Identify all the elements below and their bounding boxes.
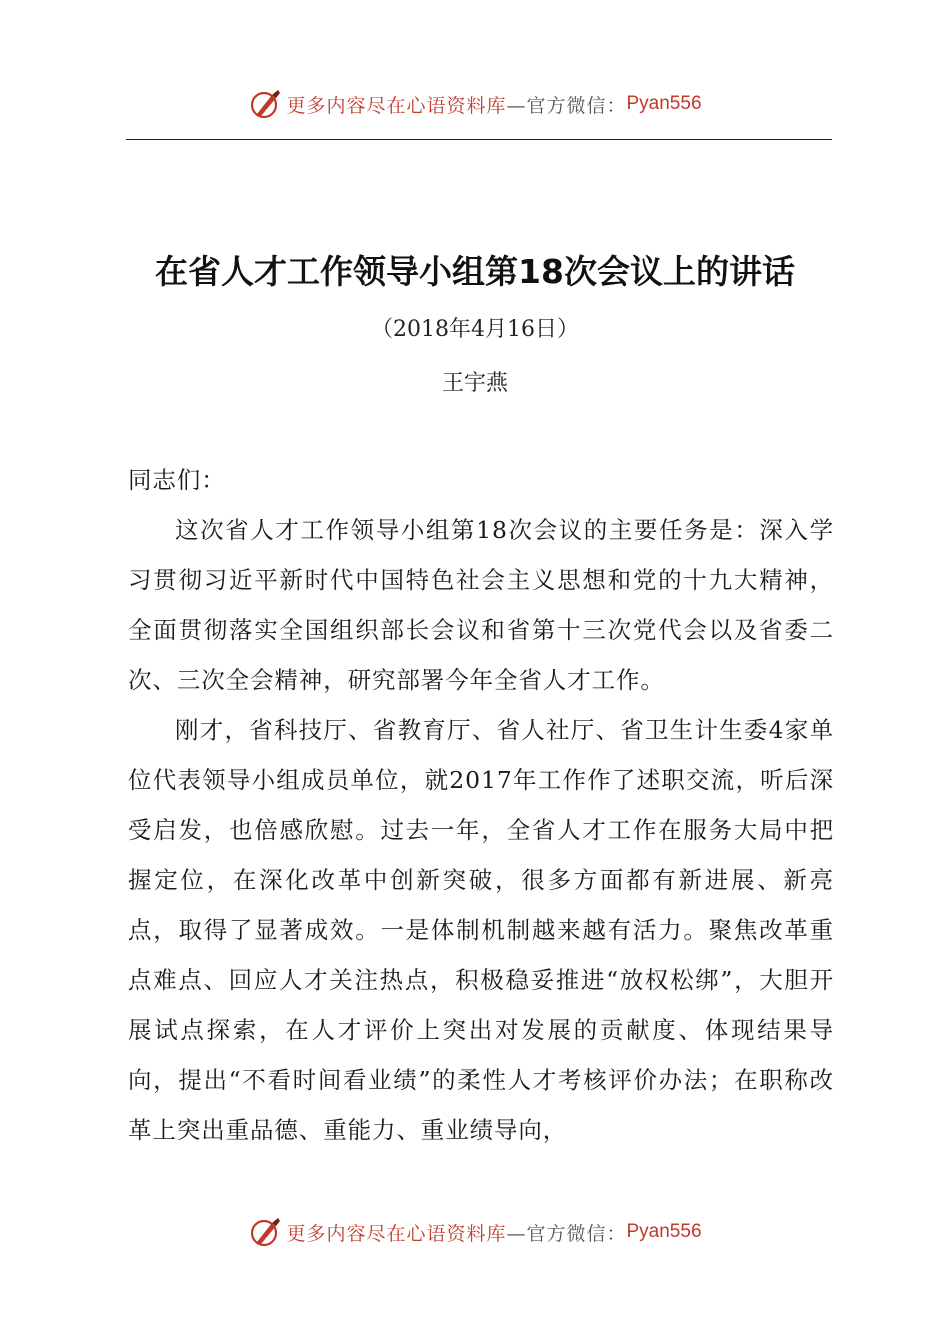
footer-site-name: 更多内容尽在心语资料库 <box>286 1222 507 1245</box>
pen-nib-logo-icon <box>248 1215 282 1249</box>
banner-wechat-id: Pyan556 <box>626 93 702 114</box>
document-author: 王宇燕 <box>441 371 508 396</box>
footer-banner <box>0 1212 950 1252</box>
banner-site-name: 更多内容尽在心语资料库 <box>286 94 507 117</box>
banner-wechat-label: —官方微信： <box>506 94 627 117</box>
paragraph-2: 刚才，省科技厅、省教育厅、省人社厅、省卫生计生委4家单位代表领导小组成员单位，就2017年工作作了述职交流，听后深受启发，也倍感欣慰。过去一年，全省人才工作在服务大局中把握定位，在深化改革中创新突破，很多方面都有新进展、新亮点，取得了显著成效。一是体制机制越来越有活力。聚焦改革重点难点、回应人才关注热点，积极稳妥推进“放权松绑”，大胆开展试点探索，在人才评价上突出对发展的贡献度、体现结果导向，提出“不看时间看业绩”的柔性人才考核评价办法；在职称改革上突出重品德、重能力、重业绩导向， <box>128 716 834 1144</box>
header-divider <box>126 139 832 140</box>
document-date: （2018年4月16日） <box>371 317 579 342</box>
document-body <box>128 455 834 1155</box>
salutation: 同志们： <box>128 466 226 494</box>
header-banner <box>0 84 950 124</box>
document-title: 在省人才工作领导小组第18次会议上的讲话 <box>155 252 795 291</box>
footer-wechat-label: —官方微信： <box>506 1222 627 1245</box>
pen-nib-logo-icon <box>248 87 282 121</box>
footer-wechat-id: Pyan556 <box>626 1221 702 1242</box>
paragraph-1: 这次省人才工作领导小组第18次会议的主要任务是：深入学习贯彻习近平新时代中国特色社会主义思想和党的十九大精神，全面贯彻落实全国组织部长会议和省第十三次党代会以及省委二次、三次全会精神，研究部署今年全省人才工作。 <box>128 516 834 694</box>
